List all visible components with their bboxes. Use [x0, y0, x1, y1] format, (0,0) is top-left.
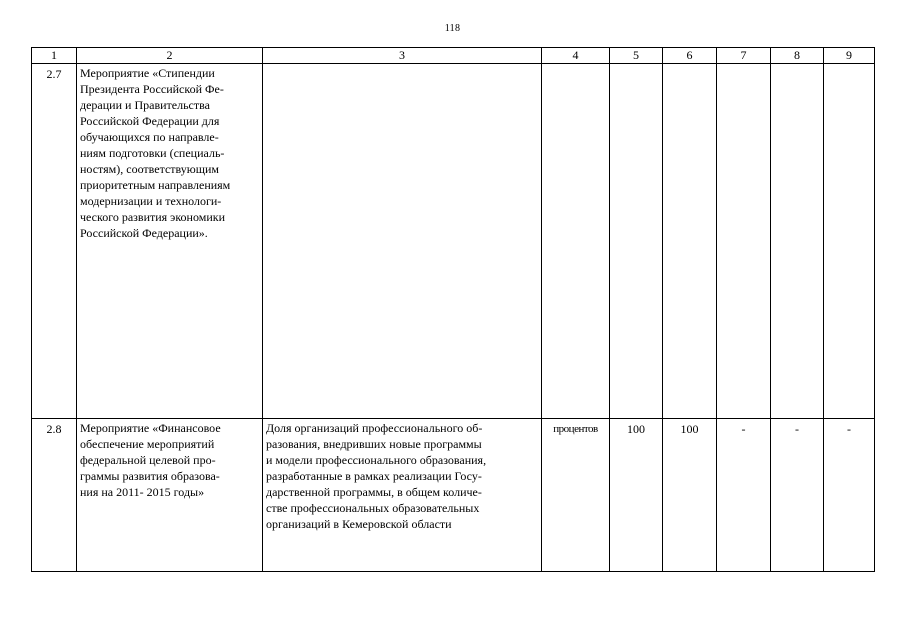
indicator-cell	[263, 419, 542, 572]
unit-cell: процентов	[542, 419, 610, 572]
measure-line: модернизации и технологи-	[80, 194, 222, 208]
measure-line: Президента Российской Фе-	[80, 82, 224, 96]
unit-cell	[542, 64, 610, 419]
header-cell: 2	[77, 48, 263, 64]
header-cell: 9	[824, 48, 875, 64]
measure-line: ния на 2011- 2015 годы»	[80, 485, 205, 499]
measure-line: дерации и Правительства	[80, 98, 210, 112]
header-cell: 1	[32, 48, 77, 64]
header-cell: 3	[263, 48, 542, 64]
value-cell	[824, 64, 875, 419]
measure-line: граммы развития образова-	[80, 469, 220, 483]
measure-line: Российской Федерации для	[80, 114, 220, 128]
measure-line: ниям подготовки (специаль-	[80, 146, 225, 160]
table-row	[32, 64, 875, 419]
value-cell: 100	[663, 419, 717, 572]
header-cell: 8	[771, 48, 824, 64]
value-cell	[610, 64, 663, 419]
header-cell: 6	[663, 48, 717, 64]
value-cell: -	[771, 419, 824, 572]
measure-line: Мероприятие «Финансовое	[80, 421, 221, 435]
indicator-line: разования, внедривших новые программы	[266, 437, 482, 451]
indicator-line: и модели профессионального образования,	[266, 453, 487, 467]
value-cell: 100	[610, 419, 663, 572]
measure-line: приоритетным направлениям	[80, 178, 231, 192]
table-header-row	[32, 48, 875, 64]
value-cell: -	[717, 419, 771, 572]
table-row	[32, 419, 875, 572]
header-cell: 5	[610, 48, 663, 64]
value-cell	[771, 64, 824, 419]
measure-name	[77, 64, 263, 419]
measure-line: обеспечение мероприятий	[80, 437, 215, 451]
measures-table	[31, 47, 875, 572]
measure-line: Мероприятие «Стипендии	[80, 66, 215, 80]
measure-line: федеральной целевой про-	[80, 453, 216, 467]
indicator-line: дарственной программы, в общем количе-	[266, 485, 482, 499]
value-cell: -	[824, 419, 875, 572]
indicator-cell	[263, 64, 542, 419]
row-number: 2.7	[32, 64, 77, 419]
measure-line: обучающихся по направле-	[80, 130, 219, 144]
indicator-line: Доля организаций профессионального об-	[266, 421, 483, 435]
header-cell: 4	[542, 48, 610, 64]
measure-name	[77, 419, 263, 572]
value-cell	[717, 64, 771, 419]
measure-line: Российской Федерации».	[80, 226, 208, 240]
indicator-line: разработанные в рамках реализации Госу-	[266, 469, 482, 483]
measure-line: ческого развития экономики	[80, 210, 226, 224]
header-cell: 7	[717, 48, 771, 64]
indicator-line: стве профессиональных образовательных	[266, 501, 480, 515]
row-number: 2.8	[32, 419, 77, 572]
value-cell	[663, 64, 717, 419]
indicator-line: организаций в Кемеровской области	[266, 517, 452, 531]
page-number: 118	[444, 23, 461, 34]
measure-line: ностям), соответствующим	[80, 162, 220, 176]
